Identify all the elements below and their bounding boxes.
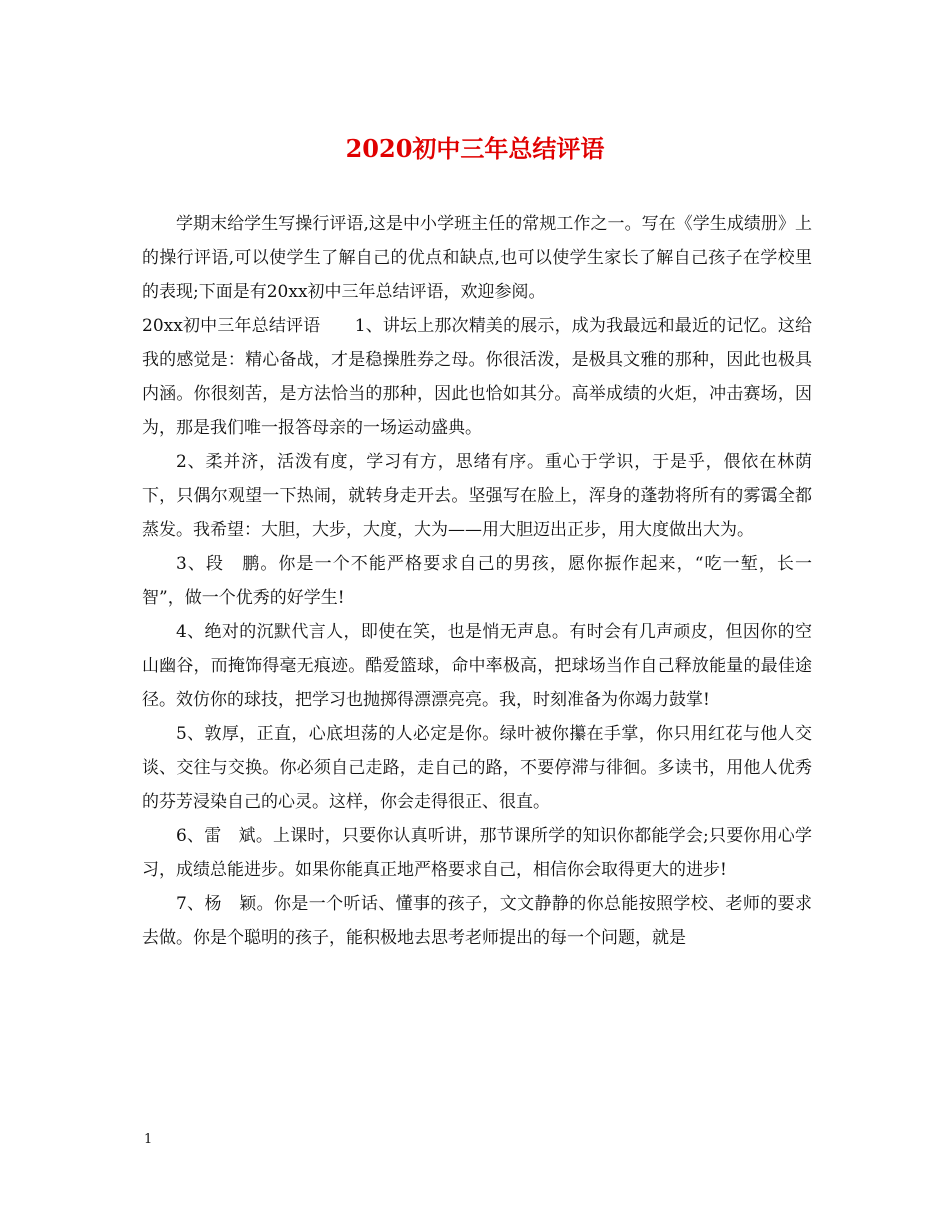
- paragraph-2: 2、柔并济，活泼有度，学习有方，思绪有序。重心于学识，于是乎，偎依在林荫下，只偶尔观望一下热闹，就转身走开去。坚强写在脸上，浑身的蓬勃将所有的雾霭全都蒸发。我希望：大胆，大步，大度，大为——用大胆迈出正步，用大度做出大为。: [142, 452, 812, 540]
- paragraph-7: 7、杨 颖。你是一个听话、懂事的孩子，文文静静的你总能按照学校、老师的要求去做。你是个聪明的孩子，能积极地去思考老师提出的每一个问题，就是: [142, 894, 812, 948]
- document-body: [142, 207, 812, 955]
- paragraph-5: 5、敦厚，正直，心底坦荡的人必定是你。绿叶被你攥在手掌，你只用红花与他人交谈、交往与交换。你必须自己走路，走自己的路，不要停滞与徘徊。多读书，用他人优秀的芬芳浸染自己的心灵。这样，你会走得很正、很直。: [142, 724, 812, 812]
- page-number: 1: [144, 1132, 153, 1147]
- document-title: 2020初中三年总结评语: [345, 134, 605, 163]
- paragraph-3: 3、段 鹏。你是一个不能严格要求自己的男孩，愿你振作起来，“吃一堑，长一智”，做一个优秀的好学生!: [142, 554, 812, 608]
- paragraph-4: 4、绝对的沉默代言人，即使在笑，也是悄无声息。有时会有几声顽皮，但因你的空山幽谷，而掩饰得毫无痕迹。酷爱篮球，命中率极高，把球场当作自己释放能量的最佳途径。效仿你的球技，把学习也抛掷得漂漂亮亮。我，时刻准备为你竭力鼓掌!: [142, 622, 812, 710]
- paragraph-intro: 学期末给学生写操行评语,这是中小学班主任的常规工作之一。写在《学生成绩册》上的操行评语,可以使学生了解自己的优点和缺点,也可以使学生家长了解自己孩子在学校里的表现;下面是有20xx初中三年总结评语，欢迎参阅。: [142, 214, 812, 302]
- paragraph-1: 20xx初中三年总结评语 1、讲坛上那次精美的展示，成为我最远和最近的记忆。这给我的感觉是：精心备战，才是稳操胜券之母。你很活泼，是极具文雅的那种，因此也极具内涵。你很刻苦，是方法恰当的那种，因此也恰如其分。高举成绩的火炬，冲击赛场，因为，那是我们唯一报答母亲的一场运动盛典。: [142, 316, 812, 438]
- paragraph-6: 6、雷 斌。上课时，只要你认真听讲，那节课所学的知识你都能学会;只要你用心学习，成绩总能进步。如果你能真正地严格要求自己，相信你会取得更大的进步!: [142, 826, 812, 880]
